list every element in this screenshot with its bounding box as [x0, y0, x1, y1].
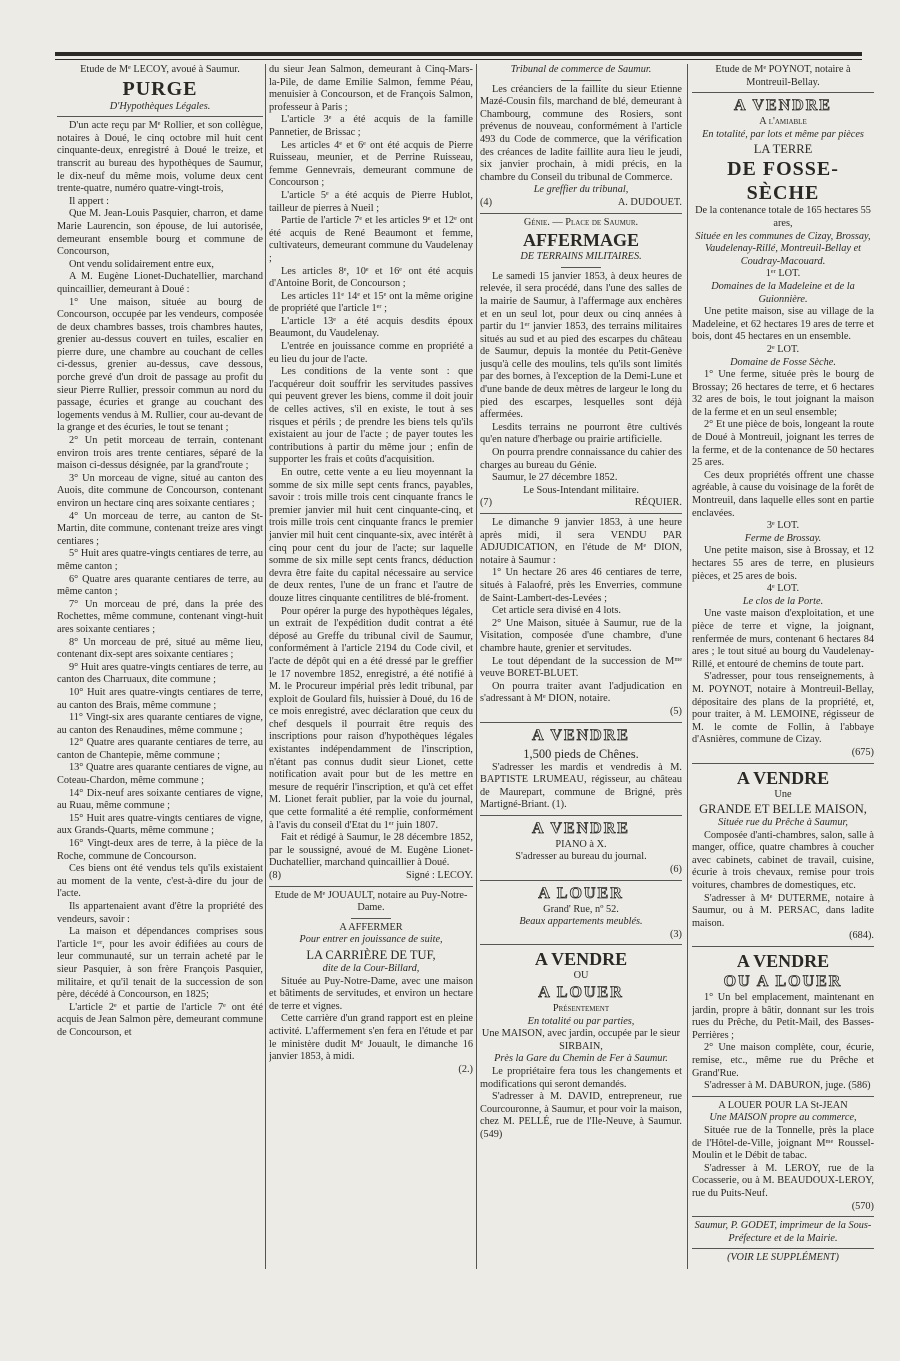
paragraph: Une petite maison, sise au village de la Madeleine, et 62 hectares 19 ares de terre et bois, dont 45 hectares en un ensemble.	[692, 306, 874, 343]
paragraph: (5)	[669, 705, 682, 717]
headline: A LOUER	[538, 884, 624, 902]
paragraph: S'adresser les mardis et vendredis à M. BAPTISTE LRUMEAU, régisseur, au château de Maurepart, commune de Brigné, près Martigné-Briant. (1).	[480, 761, 682, 811]
paragraph: (6)	[669, 864, 682, 876]
headline: A VENDRE	[532, 819, 630, 837]
paragraph: Le Sous-Intendant militaire.	[523, 484, 639, 496]
paragraph: 1° Une ferme, située près le bourg de Brossay; 26 hectares de terre, et 6 hectares 32 ares de bois, le tout joignant la maison de la ferme et en un seul ensemble;	[692, 369, 874, 418]
paragraph: Le greffier du tribunal,	[533, 184, 629, 196]
notice-number: (4)	[480, 196, 493, 208]
separator-rule	[351, 918, 391, 919]
headline: A VENDRE	[534, 949, 628, 970]
headline: 1,500 pieds de Chênes.	[523, 746, 639, 761]
paragraph: La maison et dépendances comprises sous l'article 1ᵉʳ, pour les avoir édifiées au cours de leur communauté, sur un terrain acheté par le sieur Pasquier, à son frère François Pasquier, militaire, et qu'il tenait de la succession de son père, décédé à Concourson, en 1825;	[57, 926, 263, 1001]
paragraph: En outre, cette vente a eu lieu moyennant la somme de six mille sept cents francs, payables, savoir : trois mille trois cent cinquante francs le premier janvier mil huit cent cinquante-cinq, et trois mille trois cent cinquante francs le premier janvier mil huit cent cinquante-six, avec intérêt à cinq pour cent du jour de l'acte; sur laquelle somme de six mille sept cents francs, déduction devra être faite du capital nécessaire au service de deux rentes, l'une de un franc et l'autre de douze litres cinquante centilitres de blé-froment.	[269, 467, 473, 604]
paragraph: D'Hypothèques Légales.	[109, 100, 211, 112]
paragraph: Une MAISON, avec jardin, occupée par le sieur SIRBAIN,	[481, 1028, 681, 1052]
paragraph: Etude de Mᵉ POYNOT, notaire à Montreuil-Bellay.	[715, 64, 851, 88]
paragraph: 1ᵉʳ LOT.	[765, 268, 801, 280]
headline: PURGE	[122, 77, 198, 100]
paragraph: Tribunal de commerce de Saumur.	[510, 64, 652, 75]
paragraph: Domaine de Fosse Sèche.	[730, 356, 836, 368]
separator-rule	[57, 116, 263, 117]
separator-rule	[561, 80, 601, 81]
separator-rule	[692, 92, 874, 93]
column-4	[692, 64, 874, 1294]
paragraph: On pourra prendre connaissance du cahier des charges au bureau du Génie.	[480, 447, 682, 471]
separator-rule	[480, 213, 682, 214]
paragraph: Etude de Mᵉ LECOY, avoué à Saumur.	[80, 64, 240, 75]
paragraph: Pour opérer la purge des hypothèques légales, un extrait de l'expédition dudit contrat a été déposé au Greffe du tribunal civil de Saumur, conformément à l'article 2194 du Code civil, et l'acte de dépôt qui en a été dressé par le greffier le 17 novembre 1852, enregistré, a été notifié à M. le Procureur impérial près ledit tribunal, par exploit de Goulard fils, huissier à Doué, du 16 de ce mois enregistré, avec déclaration que ceux du chef desquels il pourrait être requis des inscriptions pour raison d'hypothèques légales existantes indépendamment de l'inscription, n'étant pas connus dudit sieur Lionet, cette notification avait pour but de les mettre en mesure de requérir l'inscription, et qu'à cet effet M. Lionet ferait publier, par la voie du journal, que cette formalité a été remplie, conformément à l'avis du conseil d'Etat du 1ᵉʳ juin 1807.	[269, 605, 473, 831]
paragraph: 4ᵉ LOT.	[766, 583, 800, 595]
paragraph: S'adresser à M. DABURON, juge. (586)	[704, 1080, 871, 1092]
separator-rule	[480, 944, 682, 945]
paragraph: 15° Huit ares quatre-vingts centiares de vigne, aux Grands-Quarts, même commune ;	[57, 812, 263, 837]
separator-rule	[480, 513, 682, 514]
paragraph: 11° Vingt-six ares quarante centiares de vigne, au canton des Renaudines, même commune ;	[57, 712, 263, 736]
paragraph: (675)	[851, 746, 874, 758]
paragraph: Les conditions de la vente sont : que l'acquéreur doit souffrir les servitudes passives qui peuvent grever les biens, comme il doit jouir de celles actives, s'il en existe, le tout à ses risques et périls ; de prendre les biens tels qu'ils existaient au jour de l'acte ; de payer toutes les contributions à partir du même jour ; enfin de supporter les frais et coûts d'acquisition.	[269, 366, 473, 466]
column-1	[57, 64, 263, 1282]
paragraph: L'article 3ᵉ a été acquis de la famille Pannetier, de Brissac ;	[269, 114, 473, 138]
paragraph: Ferme de Brossay.	[744, 532, 822, 544]
paragraph: L'article 13ᵉ a été acquis desdits époux Beaumont, du Vaudelenay.	[269, 315, 473, 340]
notice-signature	[269, 870, 473, 883]
paragraph: S'adresser à Mᵉ DUTERME, notaire à Saumur, ou à M. PERSAC, dans ladite maison.	[692, 892, 874, 929]
notice-number: (8)	[269, 870, 282, 881]
separator-rule	[480, 880, 682, 881]
separator-rule	[692, 763, 874, 764]
paragraph: Ces deux propriétés offrent une chasse agréable, à cause du voisinage de la forêt de Montreuil, dans laquelle elles sont en partie enclavées.	[692, 469, 874, 519]
paragraph: 2° Et une pièce de bois, longeant la route de Doué à Montreuil, joignant les terres de la ferme, et de la contenance de 50 hectares 25 ares.	[692, 419, 874, 469]
paragraph: Près la Gare du Chemin de Fer à Saumur.	[494, 1053, 668, 1065]
paragraph: Le propriétaire fera tous les changements et modifications qui seront demandés.	[480, 1066, 682, 1090]
paragraph: (VOIR LE SUPPLÉMENT)	[727, 1252, 839, 1264]
paragraph: Domaines de la Madeleine et de la Guionnière.	[711, 280, 855, 305]
paragraph: Que M. Jean-Louis Pasquier, charron, et dame Marie Laurencin, son épouse, de lui autorisée, demeurant ensemble bourg et commune de Concourson,	[57, 208, 263, 258]
paragraph: Génie. — Place de Saumur.	[523, 216, 639, 228]
paragraph: (2.)	[458, 1063, 473, 1075]
paragraph: 8° Un morceau de pré, situé au même lieu, contenant dix-sept ares soixante centiares ;	[57, 636, 263, 661]
paragraph: PIANO à X.	[555, 838, 607, 850]
signature: Signé : LECOY.	[405, 870, 473, 881]
paragraph: 10° Huit ares quatre-vingts centiares de terre, au canton des Brais, même commune ;	[57, 686, 263, 711]
paragraph: 13° Quatre ares quarante centiares de vigne, au Coteau-Chardon, même commune ;	[57, 762, 263, 787]
paragraph: DE TERRAINS MILITAIRES.	[520, 251, 642, 263]
separator-rule	[480, 722, 682, 723]
paragraph: Lesdits terrains ne pourront être cultivés qu'en nature d'herbage ou prairie artificielle.	[480, 421, 682, 446]
paragraph: OU	[573, 970, 589, 982]
paragraph: De la contenance totale de 165 hectares 55 ares,	[695, 205, 871, 229]
paragraph: 1° Un bel emplacement, maintenant en jardin, propre à bâtir, donnant sur les trois rues du Prêche, du Petit-Mail, des Basses-Perrières ;	[692, 992, 874, 1041]
paragraph: A l'amiable	[759, 116, 807, 128]
paragraph: 16° Vingt-deux ares de terre, à la pièce de la Roche, commune de Concourson.	[57, 838, 263, 862]
paragraph: 1° Une maison, située au bourg de Concourson, occupée par les vendeurs, composée de deux chambres basses, trois chambres hautes, grenier au-dessus couvert en tuiles, escalier en pierre dure, une chambre au couchant de celles ci-dessus, grenier au-dessus, cave dessous, porche grevé d'un droit de passage au profit du sieur Pierre Rullier, pressoir commun au nord du passage, écuries et grange au couchant des logements vendus à M. Rullier, cour au-devant de la grange et des écuries, le tout se tenant ;	[57, 296, 263, 434]
separator-rule	[269, 886, 473, 887]
paragraph: A AFFERMER	[339, 921, 403, 933]
paragraph: S'adresser à M. DAVID, entrepreneur, rue Courcouronne, à Saumur, et pour voir la maison, chez M. PELLÉ, rue de l'Ile-Neuve, à Saumur. (549)	[480, 1091, 682, 1140]
paragraph: Etude de Mᵉ JOUAULT, notaire au Puy-Notre-Dame.	[274, 889, 468, 914]
notice-signature	[480, 497, 682, 510]
paragraph: Les articles 4ᵉ et 6ᵉ ont été acquis de Pierre Ruisseau, meunier, et de Perrine Ruisseau, femme Gennevrais, demeurant commune de Concourson ;	[269, 139, 473, 189]
paragraph: Composée d'anti-chambres, salon, salle à manger, office, quatre chambres à coucher avec cabinets, cabinet de travail, cuisine, écurie à trois chevaux, remise pour trois voitures, chambres de domestiques, etc.	[692, 829, 874, 892]
paragraph: S'adresser au bureau du journal.	[515, 851, 647, 863]
column-2	[269, 64, 473, 1282]
separator-rule	[561, 267, 601, 268]
separator-rule	[692, 1216, 874, 1217]
notice-signature	[480, 197, 682, 210]
paragraph: A M. Eugène Lionet-Duchatellier, marchand quincaillier, demeurant à Doué :	[57, 271, 263, 295]
paragraph: Le clos de la Porte.	[742, 595, 824, 607]
paragraph: D'un acte reçu par Mᵉ Rollier, et son collègue, notaires à Doué, le cinq octobre mil huit cent cinquante-deux, enregistré à Doué le treize, et transcrit au bureau des hypothèques de Saumur, le dix-neuf du même mois, volume deux cent trente-quatre, numéro quatre-vingt-trois,	[57, 120, 263, 195]
headline: A LOUER	[538, 984, 624, 1002]
column-3	[480, 64, 682, 1282]
paragraph: A LOUER POUR LA St-JEAN	[718, 1099, 848, 1111]
paragraph: On pourra traiter avant l'adjudication en s'adressant à Mᵉ DION, notaire.	[480, 680, 682, 705]
paragraph: Pour entrer en jouissance de suite,	[299, 934, 443, 946]
paragraph: Le tout dépendant de la succession de Mᵐᵉ veuve BORET-BLUET.	[480, 655, 682, 680]
notice-number: (7)	[480, 497, 493, 509]
paragraph: du sieur Jean Salmon, demeurant à Cinq-Mars-la-Pile, de dame Emilie Salmon, femme Péau, menuisier à Concourson, et de François Salmon, professeur à Paris ;	[269, 64, 473, 113]
paragraph: 4° Un morceau de terre, au canton de St-Martin, dite commune, contenant treize ares vingt centiares ;	[57, 510, 263, 547]
paragraph: L'article 5ᵉ a été acquis de Pierre Hublot, tailleur de pierres à Nueil ;	[269, 189, 473, 214]
paragraph: Les articles 11ᵉ 14ᵉ et 15ᵉ ont la même origine de propriété que l'article 1ᵉʳ ;	[269, 290, 473, 315]
paragraph: Beaux appartements meublés.	[519, 916, 643, 928]
paragraph: Cette carrière d'un grand rapport est en pleine activité. L'affermement s'en fera en l'étude et par le ministère dudit Mᵉ Jouault, le dimanche 16 janvier 1853, à midi.	[269, 1013, 473, 1063]
headline: DE FOSSE-SÈCHE	[727, 158, 839, 205]
headline: LA CARRIÈRE DE TUF,	[306, 947, 436, 962]
column-divider	[265, 64, 266, 1269]
signature: RÉQUIER.	[634, 497, 682, 509]
headline: OU A LOUER	[723, 973, 843, 991]
paragraph: 9° Huit ares quatre-vingts centiares de terre, au canton des Charruaux, dite commune ;	[57, 661, 263, 686]
paragraph: Située rue du Prêche à Saumur,	[718, 817, 848, 829]
paragraph: Partie de l'article 7ᵉ et les articles 9ᵉ et 12ᵉ ont été acquis de René Beaumont et femme, cultivateurs, demeurant commune du Vaudelenay ;	[269, 215, 473, 264]
paragraph: Cet article sera divisé en 4 lots.	[492, 605, 621, 617]
headline: A VENDRE	[736, 767, 830, 788]
paragraph: Ils appartenaient avant d'être la propriété des vendeurs, savoir :	[57, 901, 263, 925]
headline: A VENDRE	[734, 97, 832, 115]
paragraph: 3° Un morceau de vigne, situé au canton des Auois, dite commune de Concourson, contenant environ un hectare cinq ares soixante centiares ;	[57, 472, 263, 509]
top-rule-thin	[55, 59, 862, 60]
signature: A. DUDOUET.	[617, 196, 682, 208]
paragraph: 1° Un hectare 26 ares 46 centiares de terre, situés à Falaofré, près les Enverries, commune de Saint-Lambert-des-Levées ;	[480, 567, 682, 604]
paragraph: Le samedi 15 janvier 1853, à deux heures de relevée, il sera procédé, dans l'une des salles de la mairie de Saumur, à l'affermage aux enchères et en un seul lot, pour deux ou cinq années à partir du 1ᵉʳ janvier 1853, des terrains militaires situés au sud et au pied des escarpes du château de Saumur, depuis la montée du Petit-Genève jusqu'à celle des moulins, tels qu'ils sont limités par des bornes, à l'exception de la Demi-Lune et d'une bande de deux mètres de largeur le long du pied des escarpes, lesquelles sont déjà affermées.	[480, 270, 682, 421]
paragraph: Grand' Rue, nº 52.	[543, 903, 619, 915]
paragraph: 2° Un petit morceau de terrain, contenant environ trois ares trente centiares, séparé de la maison ci-dessus désignée, par la grand'route ;	[57, 435, 263, 472]
top-rule	[55, 52, 862, 56]
paragraph: 5° Huit ares quatre-vingts centiares de terre, au même canton ;	[57, 548, 263, 572]
headline: A VENDRE	[532, 726, 630, 744]
paragraph: Saumur, P. GODET, imprimeur de la Sous-Préfecture et de la Mairie.	[694, 1220, 872, 1244]
paragraph: Une vaste maison d'exploitation, et une pièce de terre et vigne, la joignant, renfermée de murs, contenant 6 hectares 84 ares ; le tout situé au bourg du Vaudelenay-Rillé, et entouré de chemins de toute part.	[692, 608, 874, 670]
paragraph: 2° Une maison complète, cour, écurie, remise, etc., même rue du Prêche et Grand'Rue.	[692, 1042, 874, 1079]
paragraph: 6° Quatre ares quarante centiares de terre, au même canton ;	[57, 573, 263, 598]
column-divider	[687, 64, 688, 1269]
paragraph: 14° Dix-neuf ares soixante centiares de vigne, au Ruau, même commune ;	[57, 787, 263, 812]
paragraph: Présentement	[552, 1003, 610, 1015]
paragraph: (684).	[849, 930, 874, 942]
paragraph: dite de la Cour-Billard,	[322, 962, 420, 974]
paragraph: Fait et rédigé à Saumur, le 28 décembre 1852, par le soussigné, avoué de M. Eugène Lionet-Duchatellier, marchand quincaillier à Doué.	[269, 832, 473, 869]
separator-rule	[480, 815, 682, 816]
paragraph: Il appert :	[69, 195, 110, 207]
paragraph: 2ᵉ LOT.	[766, 343, 800, 355]
paragraph: Une MAISON propre au commerce,	[709, 1112, 857, 1124]
paragraph: Saumur, le 27 décembre 1852.	[492, 472, 618, 484]
paragraph: 3ᵉ LOT.	[766, 520, 800, 532]
paragraph: En totalité, par lots et même par pièces	[702, 128, 864, 140]
paragraph: Située rue de la Tonnelle, près la place de l'Hôtel-de-Ville, joignant Mᵐᵉ Roussel-Moulin et le Débit de tabac.	[692, 1124, 874, 1162]
paragraph: S'adresser, pour tous renseignements, à M. POYNOT, notaire à Montreuil-Bellay, dépositaire des plans de la propriété, et, pour traiter, à M. LEMOINE, régisseur de M. le comte de Follin, à l'abbaye d'Asnières, commune de Cizay.	[692, 671, 874, 746]
separator-rule	[692, 1248, 874, 1249]
paragraph: L'article 2ᵉ et partie de l'article 7ᵉ ont été acquis de Jean Salmon père, demeurant commune de Concourson, et	[57, 1001, 263, 1038]
paragraph: 7° Un morceau de pré, dans la prée des Rochettes, même commune, contenant vingt-huit ares soixante centiares ;	[57, 598, 263, 635]
paragraph: Une	[774, 788, 792, 800]
headline: AFFERMAGE	[523, 230, 639, 251]
paragraph: Une petite maison, sise à Brossay, et 12 hectares 55 ares de terre, en plusieurs pièces, et 25 ares de bois.	[692, 545, 874, 582]
column-divider	[476, 64, 477, 1269]
headline: GRANDE ET BELLE MAISON,	[699, 802, 867, 817]
paragraph: Ont vendu solidairement entre eux,	[69, 258, 214, 270]
paragraph: Les articles 8ᵉ, 10ᵉ et 16ᵉ ont été acquis d'Antoine Borit, de Concourson ;	[269, 265, 473, 290]
paragraph: 2° Une Maison, située à Saumur, rue de la Visitation, composée d'une chambre, d'une chambre haute, grenier et servitudes.	[480, 617, 682, 654]
headline: A VENDRE	[736, 951, 830, 972]
paragraph: L'entrée en jouissance comme en propriété a eu lieu du jour de l'acte.	[269, 341, 473, 365]
paragraph: Située au Puy-Notre-Dame, avec une maison et bâtiments de servitudes, et environ un hectare de terre et vignes.	[269, 975, 473, 1012]
paragraph: S'adresser à M. LEROY, rue de la Cocasserie, ou à M. BEAUDOUX-LEROY, rue du Puits-Neuf.	[692, 1162, 874, 1199]
paragraph: Le dimanche 9 janvier 1853, à une heure après midi, il sera VENDU PAR ADJUDICATION, en l'étude de Mᵉ DION, notaire à Saumur :	[480, 517, 682, 566]
paragraph: Les créanciers de la faillite du sieur Etienne Mazé-Cousin fils, marchand de blé, demeurant à Chambourg, commune des Rosiers, sont prévenus de nouveau, conformément à l'article 493 du Code de commerce, que la vérification des créances de ladite faillite aura lieu le jeudi, six janvier prochain, à midi précis, en la chambre du Conseil du tribunal de Commerce.	[480, 83, 682, 183]
paragraph: En totalité ou par parties,	[527, 1015, 635, 1027]
paragraph: Ces biens ont été vendus tels qu'ils existaient au moment de la vente, c'est-à-dire du jour de l'acte.	[57, 863, 263, 900]
paragraph: (3)	[669, 928, 682, 940]
headline: LA TERRE	[753, 142, 813, 157]
paragraph: (570)	[851, 1200, 874, 1212]
separator-rule	[692, 1096, 874, 1097]
paragraph: Située en les communes de Cizay, Brossay, Vaudelenay-Rillé, Montreuil-Bellay et Coudray-Macouard.	[695, 230, 871, 267]
paragraph: 12° Quatre ares quarante centiares de terre, au canton de Chantepie, même commune ;	[57, 737, 263, 761]
separator-rule	[692, 946, 874, 947]
